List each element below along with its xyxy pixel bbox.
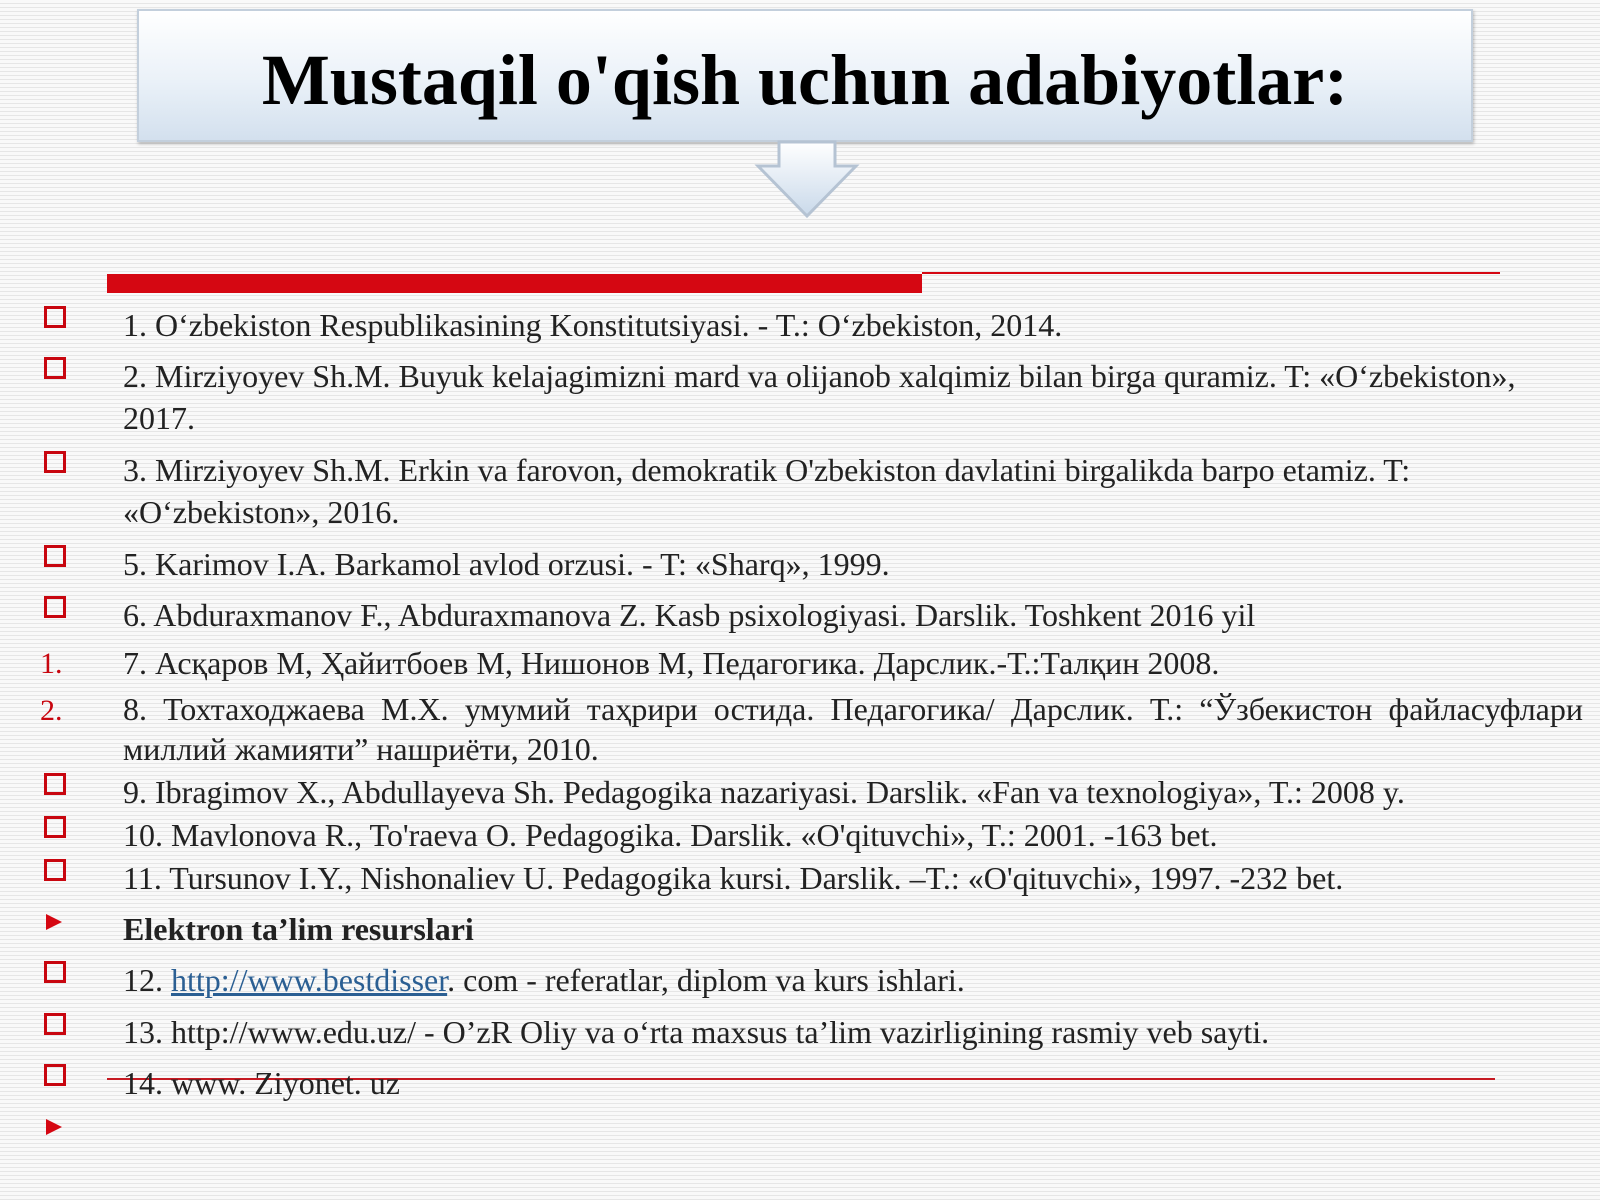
slide-title: Mustaqil o'qish uchun adabiyotlar:	[261, 39, 1349, 120]
list-item-text: 5. Karimov I.A. Barkamol avlod orzusi. - T: «Sharq», 1999.	[123, 546, 890, 582]
red-divider-line	[922, 272, 1500, 274]
square-bullet-icon	[44, 816, 66, 838]
list-number: 2.	[40, 694, 63, 727]
square-bullet-icon	[44, 1013, 66, 1035]
square-bullet-icon	[44, 773, 66, 795]
list-item-text: 14. www. Ziyonet. uz	[123, 1065, 400, 1101]
square-bullet-icon	[44, 961, 66, 983]
list-item-text: 2. Mirziyoyev Sh.M. Buyuk kelajagimizni mard va olijanob xalqimiz bilan birga quramiz. T: «O‘zbekiston», 2017.	[123, 358, 1516, 436]
square-bullet-icon	[44, 596, 66, 618]
square-bullet-icon	[44, 1064, 66, 1086]
list-item-text: 3. Mirziyoyev Sh.M. Erkin va farovon, demokratik O'zbekiston davlatini birgalikda barpo etamiz. T: «O‘zbekiston», 2016.	[123, 452, 1411, 530]
list-item-text: 7. Асқаров М, Ҳайитбоев М, Нишонов М, Педагогика. Дарслик.-Т.:Талқин 2008.	[123, 645, 1220, 681]
section-heading-text: Elektron ta’lim resurslari	[123, 911, 474, 947]
list-item-text: 9. Ibragimov X., Abdullayeva Sh. Pedagogika nazariyasi. Darslik. «Fan va texnologiya», T.: 2008 y.	[123, 774, 1405, 810]
red-divider-bar	[107, 274, 922, 293]
square-bullet-icon	[44, 306, 66, 328]
list-item-text: 1. O‘zbekiston Respublikasining Konstitutsiyasi. - T.: O‘zbekiston, 2014.	[123, 307, 1063, 343]
list-item-text: 13. http://www.edu.uz/ - O’zR Oliy va o‘rta maxsus ta’lim vazirligining rasmiy veb sayti.	[123, 1014, 1270, 1050]
list-number: 1.	[40, 647, 63, 680]
list-item-text	[123, 959, 1583, 1001]
list-item-suffix: . com - referatlar, diplom va kurs ishlari.	[447, 962, 965, 998]
square-bullet-icon	[44, 859, 66, 881]
square-bullet-icon	[44, 357, 66, 379]
triangle-bullet-icon	[46, 914, 62, 930]
bestdisser-link[interactable]: http://www.bestdisser	[171, 962, 448, 998]
list-item-text: 8. Тохтаходжаева М.Х. умумий таҳрири остида. Педагогика/ Дарслик. Т.: “Ўзбекистон файласуфлари миллий жамияти” нашриёти, 2010.	[123, 691, 1583, 767]
list-item-text: 11. Tursunov I.Y., Nishonaliev U. Pedagogika kursi. Darslik. –T.: «O'qituvchi», 1997. -232 bet.	[123, 860, 1344, 896]
square-bullet-icon	[44, 545, 66, 567]
down-arrow-icon	[752, 140, 862, 220]
triangle-bullet-icon	[46, 1119, 62, 1135]
list-item-prefix: 12.	[123, 962, 171, 998]
list-item-text: 6. Abduraxmanov F., Abduraxmanova Z. Kasb psixologiyasi. Darslik. Toshkent 2016 yil	[123, 597, 1256, 633]
list-item-text: 10. Mavlonova R., To'raeva O. Pedagogika. Darslik. «O'qituvchi», T.: 2001. -163 bet.	[123, 817, 1218, 853]
title-box	[137, 9, 1473, 142]
square-bullet-icon	[44, 451, 66, 473]
